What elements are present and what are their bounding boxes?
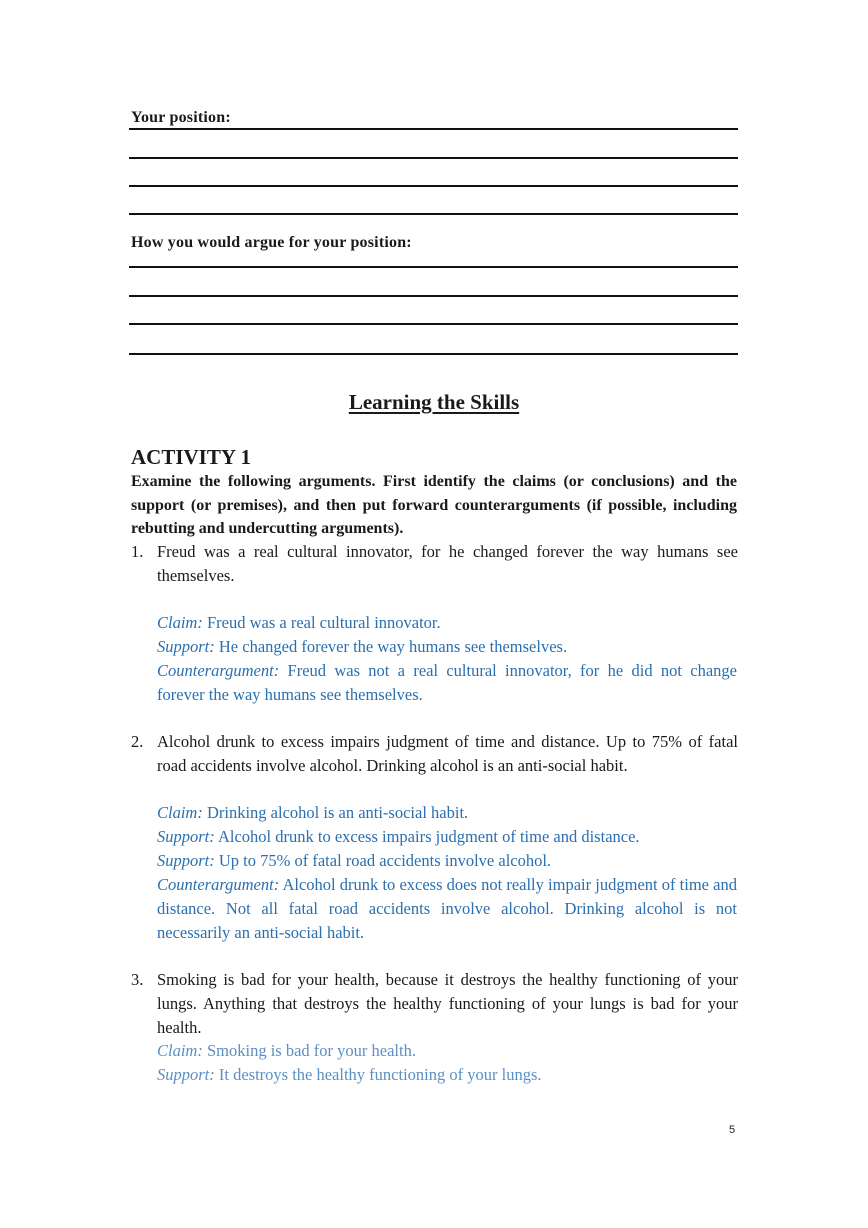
answer-text: Smoking is bad for your health. [202,1041,416,1060]
item-text: Alcohol drunk to excess impairs judgment of time and distance. Up to 75% of fatal road accidents involve alcohol. Drinking alcohol is an anti-social habit. [157,732,738,775]
activity-title: ACTIVITY 1 [131,445,251,469]
answer-label: Support: [157,827,215,846]
item-number: 3. [131,970,144,989]
answer-counterargument [157,873,737,945]
answer-support [157,849,737,873]
answer-counterargument [157,659,737,707]
answer-text: Up to 75% of fatal road accidents involve alcohol. [214,851,552,870]
answer-text: Alcohol drunk to excess does not really impair judgment of time and distance. Not all fatal road accidents involve alcohol. Drinking alcohol is not necessarily an anti-social habit. [157,875,737,942]
argue-line-3[interactable] [129,323,738,325]
position-line-3[interactable] [129,185,738,187]
argue-line-1[interactable] [129,266,738,268]
answer-text: Alcohol drunk to excess impairs judgment of time and distance. [214,827,640,846]
answer-label: Claim: [157,803,203,822]
position-line-1[interactable] [129,128,738,130]
answer-text: Freud was not a real cultural innovator, for he did not change forever the way humans see themselves. [157,661,737,704]
answer-label: Claim: [157,1041,203,1060]
answer-text: He changed forever the way humans see themselves. [214,637,568,656]
answer-label: Support: [157,1065,215,1084]
answer-label: Support: [157,637,215,656]
answer-label: Counterargument: [157,661,280,680]
answer-text: Freud was a real cultural innovator. [202,613,441,632]
argue-label: How you would argue for your position: [131,234,412,251]
item-text: Freud was a real cultural innovator, for he changed forever the way humans see themselves. [157,542,738,585]
answer-text: Drinking alcohol is an anti-social habit. [202,803,469,822]
answer-claim [157,1039,737,1063]
answer-support [157,1063,737,1087]
position-label: Your position: [131,109,231,126]
position-line-4[interactable] [129,213,738,215]
item-text: Smoking is bad for your health, because it destroys the healthy functioning of your lungs. Anything that destroys the healthy functioning of your lungs is bad for your health. [157,970,738,1037]
answer-label: Claim: [157,613,203,632]
answer-support [157,635,737,659]
argue-line-2[interactable] [129,295,738,297]
activity-instructions: Examine the following arguments. First identify the claims (or conclusions) and the support (or premises), and then put forward counterarguments (if possible, including rebutting and undercutting arguments). [131,473,737,537]
answer-claim [157,611,737,635]
section-title: Learning the Skills [348,390,520,414]
item-number: 2. [131,732,144,751]
position-line-2[interactable] [129,157,738,159]
answer-text: It destroys the healthy functioning of your lungs. [214,1065,542,1084]
argument-item-3 [131,968,738,1040]
answer-label: Support: [157,851,215,870]
argument-item-2 [131,730,738,778]
answer-claim [157,801,737,825]
item-number: 1. [131,542,144,561]
argue-line-4[interactable] [129,353,738,355]
argument-item-1 [131,540,738,588]
page-number: 5 [729,1124,736,1136]
answer-label: Counterargument: [157,875,280,894]
answer-support [157,825,737,849]
